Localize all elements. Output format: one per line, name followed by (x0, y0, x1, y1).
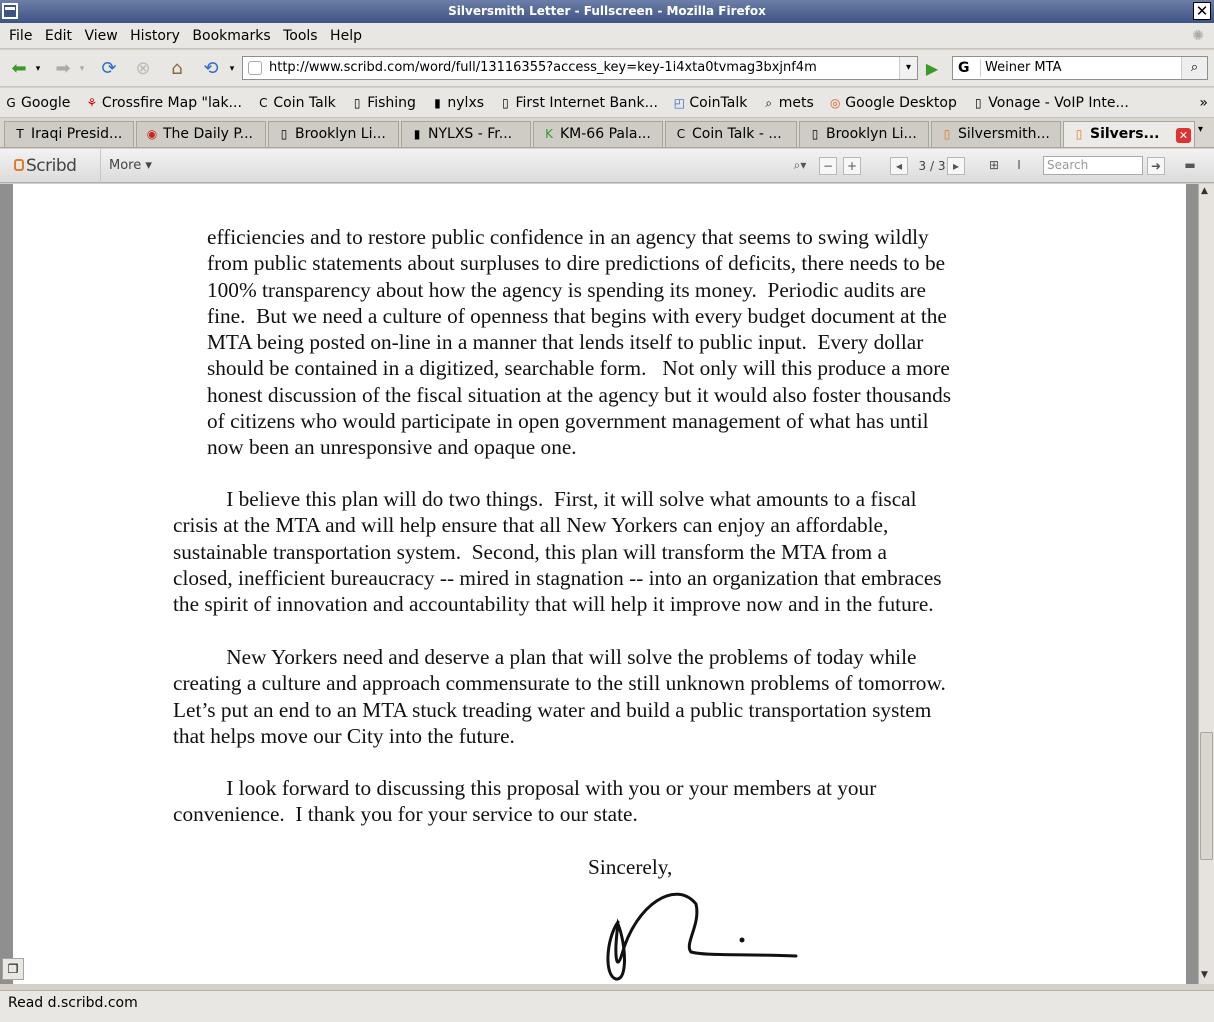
scribd-logo[interactable] (14, 156, 76, 176)
tab-silversmith-active[interactable] (1063, 121, 1195, 148)
scroll-down-icon[interactable]: ▼ (1201, 970, 1208, 980)
crossfire-icon: ⚘ (86, 96, 98, 110)
menu-edit[interactable]: Edit (44, 28, 73, 44)
bookmark-coin-talk[interactable] (252, 88, 341, 118)
km-icon: K (545, 127, 553, 141)
web-search-box[interactable] (952, 56, 1208, 80)
url-bar[interactable] (242, 56, 918, 80)
bookmark-label: CoinTalk (689, 95, 748, 111)
nylxs-icon: ▮ (434, 96, 441, 110)
site-favicon-icon (248, 61, 262, 75)
search-go-icon[interactable]: ➜ (1147, 157, 1165, 175)
forward-history-icon[interactable]: ▾ (79, 64, 85, 74)
bookmark-label: Crossfire Map "lak... (101, 95, 242, 111)
coin-talk-icon: C (676, 127, 686, 141)
tab-brooklyn-library[interactable] (268, 121, 399, 148)
paragraph-new-yorkers: New Yorkers need and deserve a plan that will solve the problems of today while creating a culture and approach commensurate to the still unknown problems of tomorrow. Let’s put an end to an MTA stuck treading water and build a public transportation system that helps move our City into the future. (173, 645, 946, 748)
tab-nylxs[interactable] (401, 121, 531, 148)
document-viewer[interactable] (0, 184, 1198, 984)
bookmark-label: mets (778, 95, 814, 111)
bookmark-label: First Internet Bank... (515, 95, 658, 111)
scrollbar-thumb[interactable] (1200, 732, 1213, 860)
back-icon[interactable]: ⬅ (11, 58, 27, 79)
tab-label: Brooklyn Li... (826, 126, 917, 142)
search-engine-icon[interactable]: G (955, 59, 981, 77)
scroll-up-icon[interactable]: ▲ (1201, 186, 1208, 196)
document-pages-icon[interactable]: ❐ (2, 958, 24, 980)
paragraph-two-things: I believe this plan will do two things. First, it will solve what amounts to a fiscal crisis at the MTA and will help ensure that all New Yorkers can enjoy an affordable, sustainable transportation system. Second, this plan will transform the MTA from a closed, inefficient bureaucracy -- mired in stagnation -- into an organization that embraces the spirit of innovation and accountability that will help it improve now and in the future. (173, 487, 942, 617)
window-title: Silversmith Letter - Fullscreen - Mozilla Firefox (448, 4, 766, 18)
daily-icon: ◉ (146, 127, 158, 141)
bookmark-nylxs[interactable] (426, 88, 490, 118)
menu-bar (0, 23, 1214, 49)
scribd-toolbar (0, 149, 1214, 183)
page-icon: ▯ (974, 96, 982, 110)
bookmark-label: Fishing (367, 95, 416, 111)
bookmark-first-internet-bank[interactable] (494, 88, 663, 118)
signature (596, 884, 816, 984)
go-icon[interactable]: ▶ (925, 59, 939, 78)
forward-icon[interactable]: ➡ (55, 58, 71, 79)
url-text: http://www.scribd.com/word/full/13116355?access_key=key-1i4xta0tvmag3bxjnf4m (269, 60, 817, 75)
vertical-scrollbar[interactable] (1198, 184, 1214, 984)
next-page-icon[interactable]: ▸ (947, 157, 965, 175)
exit-fullscreen-icon[interactable]: ▬ (1184, 158, 1196, 172)
menu-history[interactable]: History (130, 28, 180, 44)
scribd-logo-icon (14, 159, 24, 171)
window-titlebar (0, 0, 1214, 23)
addon-dropdown-icon[interactable]: ▾ (229, 64, 235, 74)
status-bar (0, 990, 1214, 1022)
tab-iraqi-president[interactable] (4, 121, 134, 148)
status-text: Read d.scribd.com (8, 995, 138, 1011)
coin-talk-icon: C (259, 96, 268, 110)
bookmark-vonage[interactable] (967, 88, 1135, 118)
tab-coin-talk[interactable] (665, 121, 797, 148)
tab-label: Iraqi Presid... (31, 126, 123, 142)
window-close-icon[interactable]: ✕ (1193, 2, 1211, 20)
menu-bookmarks[interactable]: Bookmarks (192, 28, 271, 44)
stop-icon[interactable]: ⊗ (135, 58, 151, 79)
menu-tools[interactable]: Tools (283, 28, 318, 44)
url-history-dropdown-icon[interactable]: ▾ (899, 57, 917, 79)
menu-view[interactable]: View (84, 28, 118, 44)
page-icon: ▯ (353, 96, 361, 110)
previous-page-icon[interactable]: ◂ (890, 157, 908, 175)
page-icon: ▯ (280, 127, 288, 141)
text-select-icon[interactable]: I (1017, 158, 1021, 172)
nytimes-icon: T (16, 127, 24, 141)
closing-salutation: Sincerely, (588, 855, 673, 879)
tab-km66-palace[interactable] (533, 121, 663, 148)
document-page (13, 184, 1186, 984)
paragraph-transparency: efficiencies and to restore public confidence in an agency that seems to swing wildly from public statements about surpluses to dire predictions of deficits, there needs to be 100% transparency about how the agency is spending its money. Periodic audits are fine. But we need a culture of openness that begins with every budget document at the MTA being posted on-line in a manner that lends itself to public input. Every dollar should be contained in a digitized, searchable form. Not only will this produce a more honest discussion of the fiscal situation at the agency but it would also foster thousands of citizens who would participate in open government management of what has until now been an unresponsive and opaque one. (207, 225, 952, 460)
zoom-search-icon[interactable]: ⌕▾ (793, 158, 807, 172)
menu-file[interactable]: File (9, 28, 33, 44)
zoom-out-icon[interactable]: − (819, 157, 837, 175)
bookmark-label: Google (21, 95, 71, 111)
menu-help[interactable]: Help (330, 28, 362, 44)
paragraph-closing: I look forward to discussing this proposal with you or your members at your convenience. I thank you for your service to our state. (173, 776, 877, 827)
tab-brooklyn-library-2[interactable] (799, 121, 929, 148)
tab-strip (0, 118, 1214, 148)
bookmark-label: Coin Talk (273, 95, 336, 111)
page-indicator[interactable]: 3 / 3 (918, 159, 946, 173)
back-history-icon[interactable]: ▾ (35, 64, 41, 74)
bookmark-label: nylxs (447, 95, 485, 111)
tab-label: The Daily P... (163, 126, 253, 142)
tab-list-dropdown-icon[interactable]: ▾ (1198, 124, 1204, 135)
bookmarks-toolbar (0, 88, 1214, 118)
tab-label: Brooklyn Li... (295, 126, 386, 142)
tab-label: KM-66 Pala... (560, 126, 651, 142)
bookmark-crossfire-map[interactable] (81, 88, 248, 118)
tab-label: Silvers... (1090, 126, 1160, 142)
throbber-icon: ✺ (1192, 28, 1204, 44)
view-source-icon[interactable]: ⟲ (203, 58, 219, 79)
bookmark-google[interactable] (0, 88, 76, 118)
bookmark-label: Google Desktop (845, 95, 957, 111)
google-icon: G (6, 96, 16, 110)
scribd-icon: ▯ (1075, 127, 1083, 141)
scribd-icon: ▯ (943, 127, 951, 141)
grid-view-icon[interactable]: ⊞ (988, 158, 1000, 172)
mets-icon: ⌕ (765, 96, 773, 110)
scribd-logo-text: Scribd (26, 156, 77, 176)
nylxs-icon: ▮ (413, 127, 421, 141)
navigation-toolbar (0, 50, 1214, 87)
bookmark-google-desktop[interactable] (824, 88, 963, 118)
bookmarks-overflow-chevron-icon[interactable]: » (1199, 95, 1208, 111)
cointalk-icon: ◰ (673, 96, 686, 110)
zoom-in-icon[interactable]: + (843, 157, 861, 175)
bookmark-label: Vonage - VoIP Inte... (988, 95, 1129, 111)
web-search-input[interactable]: Weiner MTA (985, 60, 1062, 75)
search-icon[interactable]: ⌕ (1181, 57, 1207, 79)
tab-silversmith[interactable] (931, 121, 1061, 148)
more-menu-button[interactable]: More ▾ (100, 149, 152, 183)
bookmark-fishing[interactable] (346, 88, 422, 118)
tab-the-daily[interactable] (136, 121, 266, 148)
tab-close-icon[interactable]: ✕ (1176, 128, 1191, 143)
bookmark-cointalk[interactable] (668, 88, 753, 118)
tab-label: Coin Talk - ... (692, 126, 782, 142)
page-icon: ▯ (811, 127, 819, 141)
google-desktop-icon: ◎ (830, 96, 841, 110)
window-menu-icon[interactable] (2, 3, 18, 19)
reload-icon[interactable]: ⟳ (101, 58, 117, 79)
page-icon: ▯ (502, 96, 509, 110)
tab-label: Silversmith... (958, 126, 1050, 142)
home-icon[interactable]: ⌂ (171, 58, 183, 79)
tab-label: NYLXS - Fr... (428, 126, 513, 142)
document-search-input[interactable]: Search (1043, 156, 1143, 175)
bookmark-mets[interactable] (758, 88, 820, 118)
